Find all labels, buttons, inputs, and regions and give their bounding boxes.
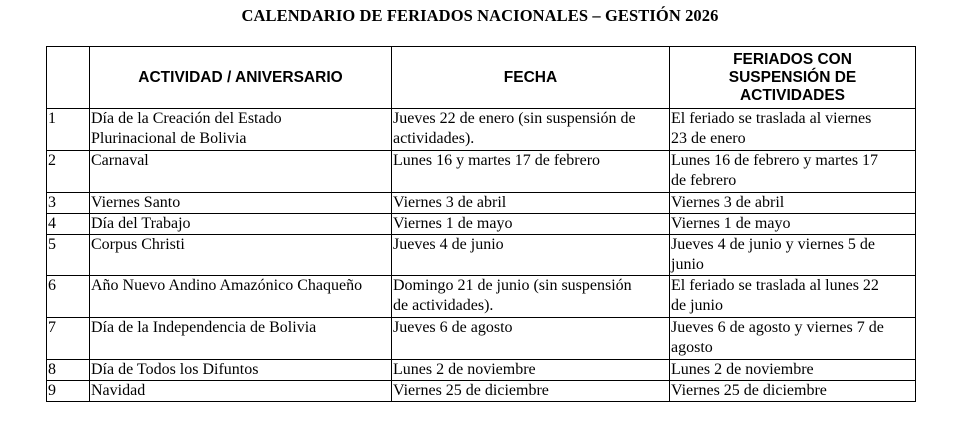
cell-feriado bbox=[670, 381, 916, 402]
cell-num bbox=[47, 214, 90, 235]
cell-actividad-line: Plurinacional de Bolivia bbox=[91, 130, 247, 147]
cell-fecha-line: Lunes 2 de noviembre bbox=[393, 361, 536, 378]
cell-fecha bbox=[392, 109, 670, 151]
cell-feriado-line: Lunes 2 de noviembre bbox=[671, 361, 814, 378]
header-feriados-line: SUSPENSIÓN DE bbox=[728, 68, 857, 86]
table-row bbox=[47, 276, 916, 318]
cell-actividad bbox=[90, 276, 392, 318]
cell-feriado bbox=[670, 276, 916, 318]
table-row bbox=[47, 193, 916, 214]
cell-num-line: 5 bbox=[48, 236, 56, 253]
cell-num bbox=[47, 193, 90, 214]
cell-actividad-line: Navidad bbox=[91, 382, 146, 399]
cell-feriado-line: Jueves 4 de junio y viernes 5 de bbox=[671, 236, 875, 253]
cell-feriado bbox=[670, 109, 916, 151]
cell-num bbox=[47, 318, 90, 360]
cell-fecha-line: actividades). bbox=[393, 130, 475, 147]
holidays-table bbox=[46, 46, 916, 402]
cell-fecha bbox=[392, 151, 670, 193]
table-row bbox=[47, 318, 916, 360]
cell-feriado-line: Viernes 3 de abril bbox=[671, 194, 785, 211]
header-fecha: FECHA bbox=[392, 47, 670, 109]
header-actividad: ACTIVIDAD / ANIVERSARIO bbox=[90, 47, 392, 109]
cell-num bbox=[47, 151, 90, 193]
table-row bbox=[47, 109, 916, 151]
cell-actividad-line: Corpus Christi bbox=[91, 236, 185, 253]
header-feriados-line: ACTIVIDADES bbox=[739, 86, 846, 104]
cell-feriado-line: 23 de enero bbox=[671, 130, 746, 147]
cell-feriado-line: El feriado se traslada al viernes bbox=[671, 110, 872, 127]
header-feriados-line: FERIADOS CON bbox=[733, 50, 852, 68]
cell-fecha-line: Viernes 25 de diciembre bbox=[393, 382, 549, 399]
cell-feriado bbox=[670, 214, 916, 235]
cell-fecha bbox=[392, 193, 670, 214]
cell-actividad bbox=[90, 318, 392, 360]
cell-num-line: 8 bbox=[48, 361, 56, 378]
cell-feriado-line: de junio bbox=[671, 297, 723, 314]
cell-feriado bbox=[670, 193, 916, 214]
cell-feriado-line: Viernes 25 de diciembre bbox=[671, 382, 827, 399]
cell-num-line: 3 bbox=[48, 194, 56, 211]
cell-fecha bbox=[392, 235, 670, 276]
cell-fecha-line: Jueves 6 de agosto bbox=[393, 319, 513, 336]
cell-num-line: 1 bbox=[48, 110, 56, 127]
cell-actividad-line: Día de la Creación del Estado bbox=[91, 110, 282, 127]
cell-fecha-line: Lunes 16 y martes 17 de febrero bbox=[393, 152, 601, 169]
cell-fecha-line: Domingo 21 de junio (sin suspensión bbox=[393, 277, 632, 294]
cell-actividad bbox=[90, 235, 392, 276]
cell-fecha-line: de actividades). bbox=[393, 297, 494, 314]
cell-actividad-line: Carnaval bbox=[91, 152, 149, 169]
header-number bbox=[47, 47, 90, 109]
table-row bbox=[47, 235, 916, 276]
cell-feriado-line: Jueves 6 de agosto y viernes 7 de bbox=[671, 319, 884, 336]
cell-num-line: 9 bbox=[48, 382, 56, 399]
cell-fecha-line: Jueves 22 de enero (sin suspensión de bbox=[393, 110, 636, 127]
cell-feriado bbox=[670, 318, 916, 360]
cell-actividad bbox=[90, 193, 392, 214]
cell-num bbox=[47, 235, 90, 276]
cell-actividad bbox=[90, 360, 392, 381]
cell-actividad bbox=[90, 109, 392, 151]
document-title: CALENDARIO DE FERIADOS NACIONALES – GESTIÓN 2026 bbox=[241, 6, 719, 25]
cell-fecha-line: Viernes 1 de mayo bbox=[393, 215, 513, 232]
table-row bbox=[47, 360, 916, 381]
cell-fecha bbox=[392, 318, 670, 360]
cell-fecha bbox=[392, 214, 670, 235]
cell-num-line: 7 bbox=[48, 319, 56, 336]
cell-feriado-line: de febrero bbox=[671, 172, 737, 189]
cell-num bbox=[47, 276, 90, 318]
table-row bbox=[47, 214, 916, 235]
cell-actividad-line: Viernes Santo bbox=[91, 194, 181, 211]
cell-num-line: 6 bbox=[48, 277, 56, 294]
cell-actividad bbox=[90, 381, 392, 402]
cell-num bbox=[47, 109, 90, 151]
cell-num bbox=[47, 360, 90, 381]
cell-actividad-line: Día de la Independencia de Bolivia bbox=[91, 319, 317, 336]
cell-feriado-line: Viernes 1 de mayo bbox=[671, 215, 791, 232]
cell-actividad bbox=[90, 214, 392, 235]
cell-feriado-line: junio bbox=[671, 256, 704, 273]
cell-fecha bbox=[392, 276, 670, 318]
cell-actividad-line: Día del Trabajo bbox=[91, 215, 191, 232]
table-row bbox=[47, 381, 916, 402]
cell-actividad bbox=[90, 151, 392, 193]
table-header-row bbox=[47, 47, 916, 109]
cell-actividad-line: Año Nuevo Andino Amazónico Chaqueño bbox=[91, 277, 363, 294]
cell-feriado-line: Lunes 16 de febrero y martes 17 bbox=[671, 152, 879, 169]
cell-num bbox=[47, 381, 90, 402]
header-feriados bbox=[670, 47, 916, 109]
cell-feriado bbox=[670, 360, 916, 381]
cell-actividad-line: Día de Todos los Difuntos bbox=[91, 361, 259, 378]
table-row bbox=[47, 151, 916, 193]
cell-feriado bbox=[670, 235, 916, 276]
cell-feriado-line: El feriado se traslada al lunes 22 bbox=[671, 277, 879, 294]
cell-num-line: 2 bbox=[48, 152, 56, 169]
cell-feriado-line: agosto bbox=[671, 339, 713, 356]
cell-fecha-line: Viernes 3 de abril bbox=[393, 194, 507, 211]
cell-fecha-line: Jueves 4 de junio bbox=[393, 236, 504, 253]
cell-feriado bbox=[670, 151, 916, 193]
cell-num-line: 4 bbox=[48, 215, 56, 232]
cell-fecha bbox=[392, 381, 670, 402]
cell-fecha bbox=[392, 360, 670, 381]
